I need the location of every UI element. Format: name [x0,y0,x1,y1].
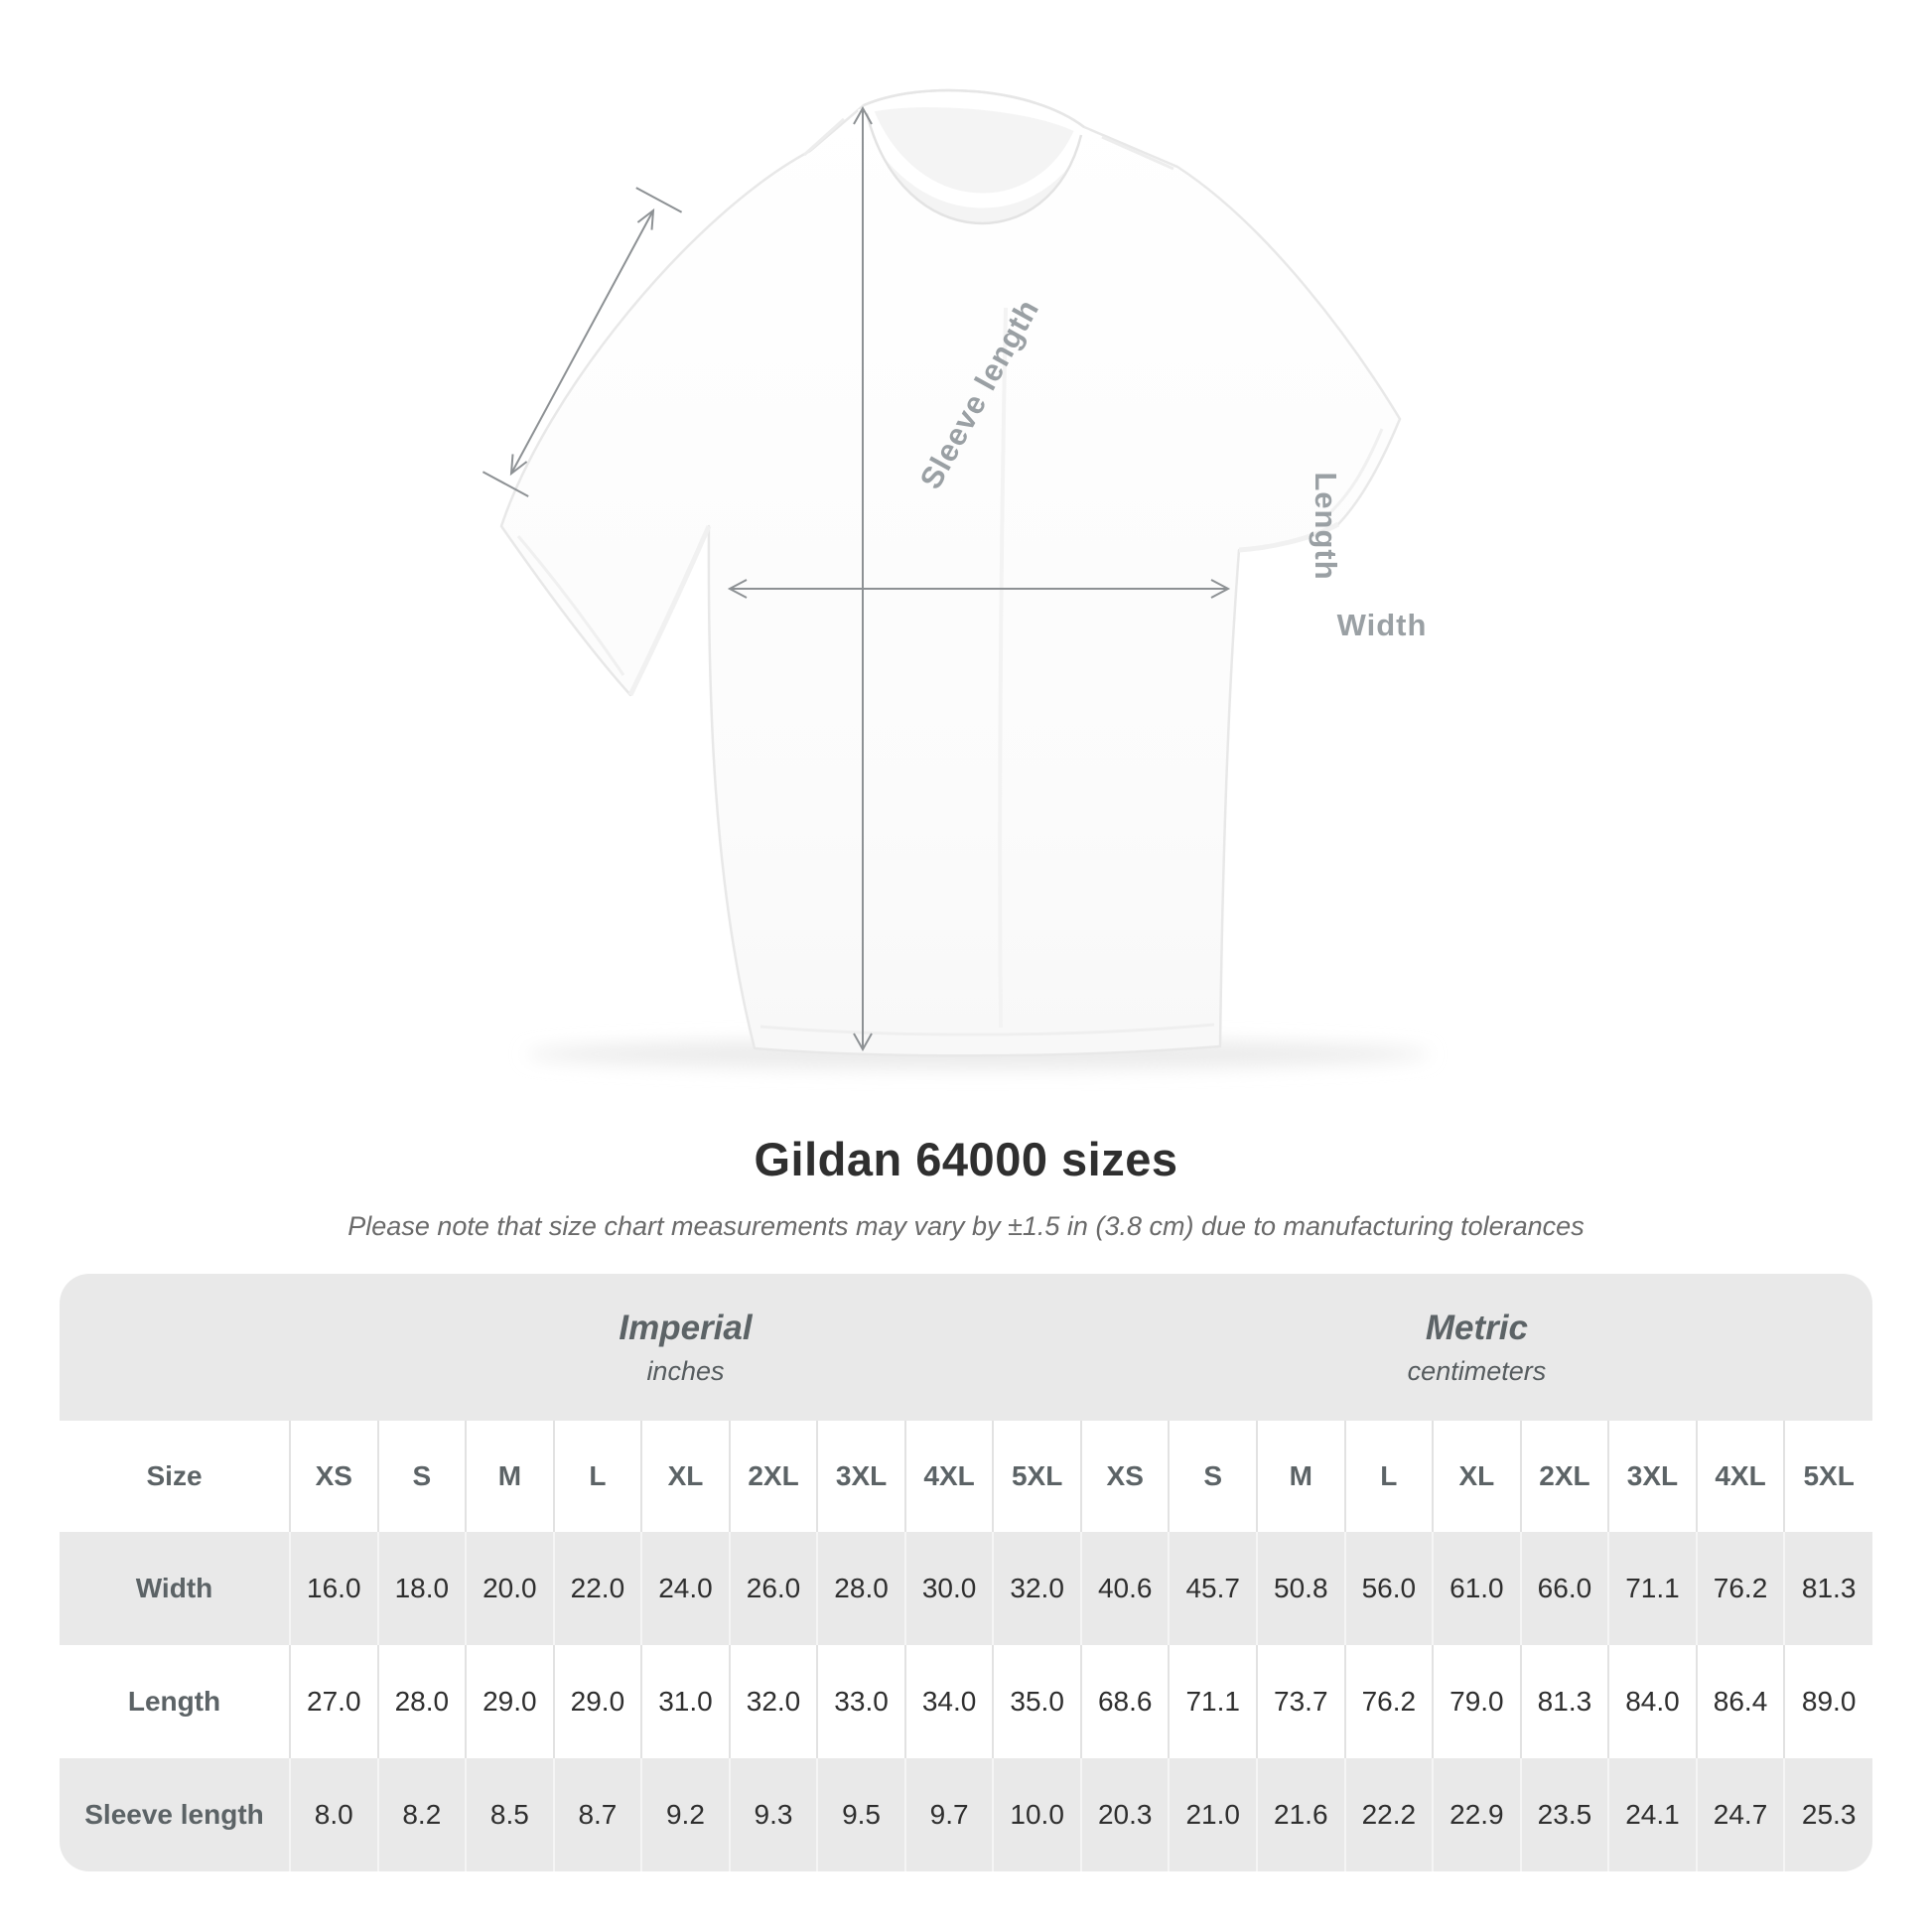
value-cell-metric: 22.2 [1345,1758,1434,1871]
sleeve-length-arrow [483,188,681,496]
value-cell-metric: 22.9 [1433,1758,1521,1871]
value-cell-metric: 71.1 [1169,1645,1257,1758]
value-cell-metric: 45.7 [1169,1532,1257,1645]
value-cell-imperial: 35.0 [993,1645,1081,1758]
value-cell-imperial: 8.0 [290,1758,378,1871]
value-cell-imperial: 18.0 [378,1532,467,1645]
size-table [60,1274,1872,1871]
size-header-imperial-3xl: 3XL [817,1421,905,1532]
size-header-metric-2xl: 2XL [1521,1421,1609,1532]
size-header-imperial-m: M [466,1421,554,1532]
value-cell-imperial: 28.0 [817,1532,905,1645]
size-header-metric-m: M [1257,1421,1345,1532]
value-cell-metric: 84.0 [1608,1645,1697,1758]
value-cell-metric: 24.7 [1697,1758,1785,1871]
size-header-imperial-s: S [378,1421,467,1532]
value-cell-metric: 56.0 [1345,1532,1434,1645]
band-corner-cell [60,1274,290,1421]
value-cell-metric: 79.0 [1433,1645,1521,1758]
value-cell-metric: 86.4 [1697,1645,1785,1758]
value-cell-imperial: 8.5 [466,1758,554,1871]
value-cell-metric: 76.2 [1345,1645,1434,1758]
value-cell-metric: 66.0 [1521,1532,1609,1645]
value-cell-imperial: 34.0 [905,1645,994,1758]
value-cell-imperial: 24.0 [641,1532,730,1645]
size-column-header: Size [60,1421,290,1532]
value-cell-metric: 25.3 [1784,1758,1872,1871]
value-cell-metric: 21.6 [1257,1758,1345,1871]
sleeve-length-label: Sleeve length [912,293,1046,495]
metric-group-unit: centimeters [1407,1355,1547,1386]
tolerance-note: Please note that size chart measurements may vary by ±1.5 in (3.8 cm) due to manufacturing tolerances [347,1211,1585,1241]
value-cell-metric: 21.0 [1169,1758,1257,1871]
value-cell-imperial: 9.2 [641,1758,730,1871]
value-cell-imperial: 26.0 [730,1532,818,1645]
value-cell-metric: 89.0 [1784,1645,1872,1758]
value-cell-imperial: 28.0 [378,1645,467,1758]
value-cell-metric: 20.3 [1081,1758,1170,1871]
size-header-imperial-xs: XS [290,1421,378,1532]
size-header-metric-l: L [1345,1421,1434,1532]
row-label: Length [60,1645,290,1758]
value-cell-metric: 71.1 [1608,1532,1697,1645]
value-cell-imperial: 33.0 [817,1645,905,1758]
width-label: Width [1336,608,1428,642]
size-header-metric-s: S [1169,1421,1257,1532]
value-cell-imperial: 8.2 [378,1758,467,1871]
value-cell-metric: 81.3 [1784,1532,1872,1645]
length-arrow [854,108,872,1049]
value-cell-metric: 76.2 [1697,1532,1785,1645]
value-cell-metric: 24.1 [1608,1758,1697,1871]
size-header-imperial-l: L [554,1421,642,1532]
size-header-row [60,1421,1872,1532]
value-cell-imperial: 8.7 [554,1758,642,1871]
value-cell-imperial: 22.0 [554,1532,642,1645]
value-cell-imperial: 9.5 [817,1758,905,1871]
value-cell-imperial: 29.0 [554,1645,642,1758]
value-cell-metric: 68.6 [1081,1645,1170,1758]
value-cell-metric: 81.3 [1521,1645,1609,1758]
table-row-width [60,1532,1872,1645]
size-header-metric-3xl: 3XL [1608,1421,1697,1532]
row-label: Sleeve length [60,1758,290,1871]
page-title: Gildan 64000 sizes [754,1133,1178,1185]
value-cell-imperial: 30.0 [905,1532,994,1645]
size-header-metric-xl: XL [1433,1421,1521,1532]
imperial-group-unit: inches [646,1355,725,1386]
size-header-imperial-2xl: 2XL [730,1421,818,1532]
measurement-arrows [427,60,1519,1112]
width-arrow [730,580,1228,598]
metric-group-header [1081,1274,1872,1421]
size-header-imperial-5xl: 5XL [993,1421,1081,1532]
table-row-sleeve-length [60,1758,1872,1871]
imperial-group-header [290,1274,1081,1421]
value-cell-imperial: 9.7 [905,1758,994,1871]
size-table-grid [60,1274,1872,1871]
imperial-group-title: Imperial [619,1308,753,1347]
value-cell-metric: 50.8 [1257,1532,1345,1645]
row-label: Width [60,1532,290,1645]
value-cell-imperial: 9.3 [730,1758,818,1871]
value-cell-imperial: 31.0 [641,1645,730,1758]
size-header-imperial-4xl: 4XL [905,1421,994,1532]
value-cell-metric: 61.0 [1433,1532,1521,1645]
value-cell-imperial: 27.0 [290,1645,378,1758]
value-cell-imperial: 20.0 [466,1532,554,1645]
value-cell-metric: 73.7 [1257,1645,1345,1758]
size-header-metric-xs: XS [1081,1421,1170,1532]
length-label: Length [1309,472,1343,581]
metric-group-title: Metric [1425,1308,1528,1347]
size-header-metric-5xl: 5XL [1784,1421,1872,1532]
value-cell-imperial: 29.0 [466,1645,554,1758]
value-cell-imperial: 10.0 [993,1758,1081,1871]
size-header-imperial-xl: XL [641,1421,730,1532]
table-row-length [60,1645,1872,1758]
size-header-metric-4xl: 4XL [1697,1421,1785,1532]
unit-band-row [60,1274,1872,1421]
value-cell-metric: 23.5 [1521,1758,1609,1871]
value-cell-metric: 40.6 [1081,1532,1170,1645]
value-cell-imperial: 16.0 [290,1532,378,1645]
tshirt-diagram [427,60,1519,1112]
value-cell-imperial: 32.0 [993,1532,1081,1645]
value-cell-imperial: 32.0 [730,1645,818,1758]
